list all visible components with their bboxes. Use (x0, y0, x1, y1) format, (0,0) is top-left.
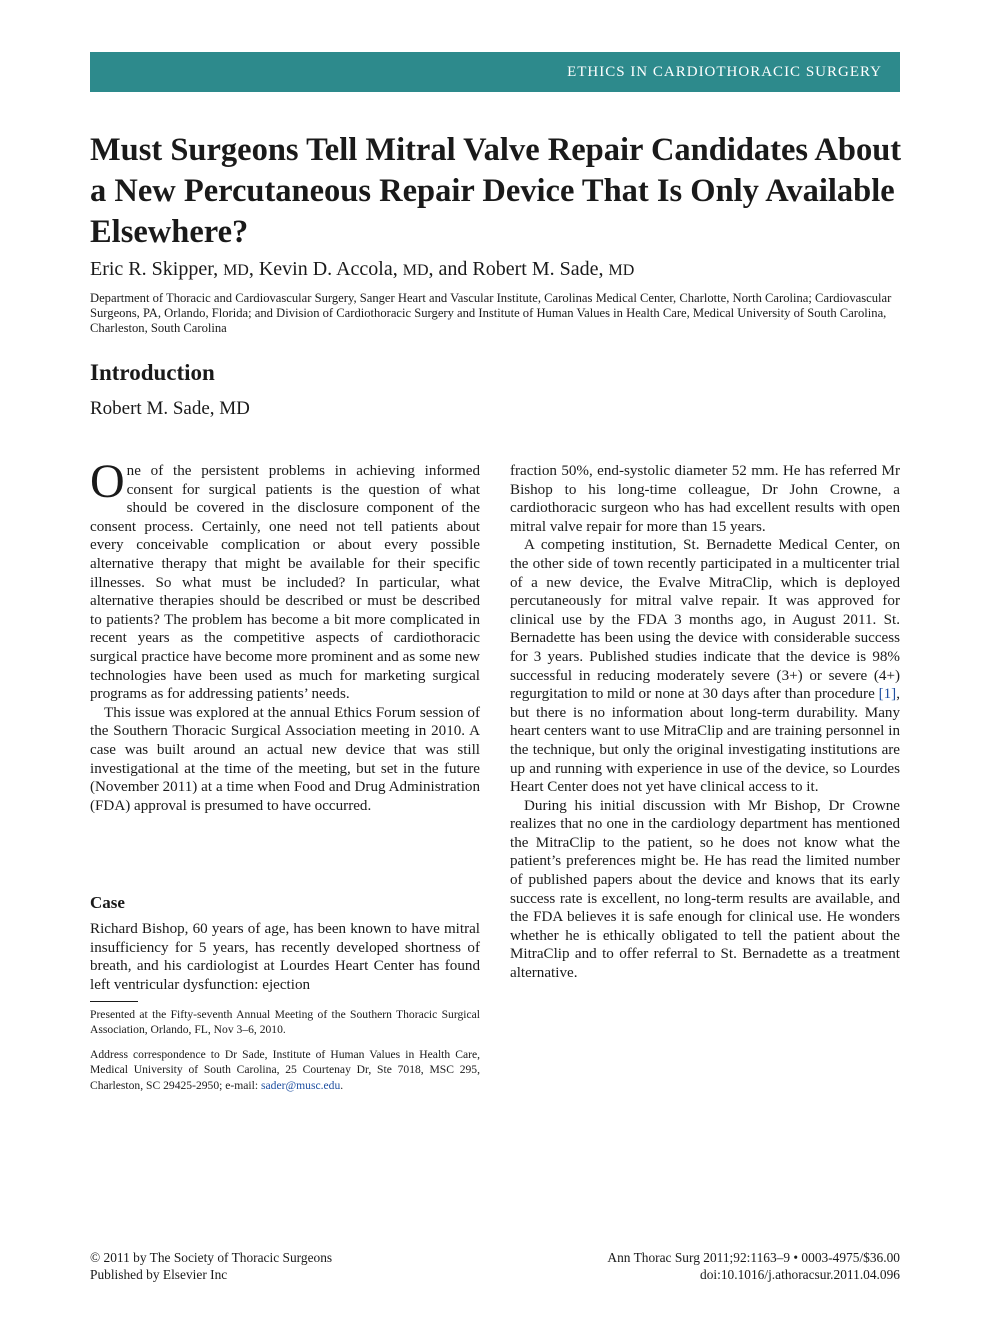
citation: Ann Thorac Surg 2011;92:1163–9 • 0003-4975/$36.00 (607, 1250, 900, 1265)
author-degree: MD (608, 262, 635, 279)
author-separator: , (248, 258, 259, 280)
author-name: Kevin D. Accola, (258, 258, 398, 280)
case-paragraph-1: Richard Bishop, 60 years of age, has been known to have mitral insufficiency for 5 years, has recently developed shortness of breath, and his cardiologist at Lourdes Heart Center has found left ventricular dysfunction: ejection (90, 921, 480, 993)
author-separator: , and (428, 258, 473, 280)
right-paragraph-2-text: A competing institution, St. Bernadette Medical Center, on the other side of town recently participated in a multicenter trial of a new device, the Evalve MitraClip, which is deployed percutaneously for mitral valve repair. It was approved for clinical use by the FDA 3 months ago, in August 2011. St. Bernadette has been using the device with considerable success for 3 years. Published studies indicate that the device is 98% successful in reducing moderately severe (3+) or severe (4+) regurgitation to mild or none at 30 days after than procedure (510, 537, 900, 703)
article-title: Must Surgeons Tell Mitral Valve Repair Candidates About a New Percutaneous Repair Device That Is Only Available Elsewhere? (90, 132, 902, 250)
footer-right (607, 1250, 900, 1283)
footnote-divider (90, 1001, 138, 1002)
email-link[interactable]: sader@musc.edu (261, 1078, 341, 1092)
author-degree: MD (223, 262, 249, 279)
right-column (510, 462, 900, 983)
intro-paragraph-1-text: ne of the persistent problems in achieving informed consent for surgical patients is the question of what should be covered in the disclosure component of the consent process. Certainly, one need not tell patients about every conceivable complication or about every possible alternative therapy that might be available for their specific illnesses. So what must be included? In particular, what alternative therapies should be described or must be described to patients? The problem has become a bit more complicated in recent years as the competitive aspects of cardiothoracic surgical practice have become more prominent and as some new technologies have been used as much for marketing surgical programs as for addressing patients’ needs. (90, 463, 480, 703)
footnote-address (90, 1047, 480, 1093)
copyright: © 2011 by The Society of Thoracic Surgeons (90, 1250, 333, 1265)
affiliations: Department of Thoracic and Cardiovascular Surgery, Sanger Heart and Vascular Institute, Carolinas Medical Center, Charlotte, North Carolina; Cardiovascular Surgeons, PA, Orlando, Florida; and Division of Cardiothoracic Surgery and Institute of Human Values in Health Care, Medical University of South Carolina, Charleston, South Carolina (90, 291, 892, 335)
right-paragraph-3: During his initial discussion with Mr Bishop, Dr Crowne realizes that no one in the cardiology department has mentioned the MitraClip to the patient, so he does not know what the patient’s preferences might be. He has read the limited number of published papers about the device and knows that its early success rate is excellent, no long-term results are available, and the FDA believes it is safe enough for clinical use. He wonders whether he is ethically obligated to tell the patient about the MitraClip and to offer referral to St. Bernadette as a treatment alternative. (510, 797, 900, 982)
intro-paragraph-1 (90, 455, 480, 704)
case-heading: Case (90, 893, 125, 912)
right-paragraph-2 (510, 536, 900, 796)
intro-paragraph-2: This issue was explored at the annual Ethics Forum session of the Southern Thoracic Surgical Association meeting in 2010. A case was built around an actual new device that was still investigational at the time of the meeting, but set in the future (November 2011) at a time when Food and Drug Administration (FDA) approval is presumed to have occurred. (90, 704, 480, 814)
right-paragraph-1: fraction 50%, end-systolic diameter 52 mm. He has referred Mr Bishop to his long-time colleague, Dr John Crowne, a cardiothoracic surgeon who has had excellent results with open mitral valve repair for more than 15 years. (510, 463, 900, 535)
left-column (90, 455, 480, 815)
address-text: Address correspondence to Dr Sade, Institute of Human Values in Health Care, Medical University of South Carolina, 25 Courtenay Dr, Ste 7018, MSC 295, Charleston, SC 29425-2950; e-mail: (90, 1048, 480, 1092)
address-end: . (340, 1078, 344, 1092)
reference-link[interactable]: [1] (878, 686, 897, 703)
introduction-heading: Introduction (90, 360, 215, 385)
author-name: Robert M. Sade, (472, 258, 604, 280)
drop-cap: O (90, 455, 125, 508)
introduction-author: Robert M. Sade, MD (90, 398, 250, 419)
publisher: Published by Elsevier Inc (90, 1266, 228, 1282)
footer-left (90, 1250, 332, 1283)
author-list (90, 258, 910, 281)
section-banner (90, 52, 900, 92)
right-paragraph-2-cont: , but there is no information about long-term durability. Many heart centers want to use MitraClip and are training personnel in the technique, but only the original investigating institutions are up and running with experience in use of the device, so Lourdes Heart Center does not yet have clinical access to it. (510, 686, 900, 796)
section-label: ETHICS IN CARDIOTHORACIC SURGERY (567, 64, 882, 80)
footnote-presented: Presented at the Fifty-seventh Annual Meeting of the Southern Thoracic Surgical Association, Orlando, FL, Nov 3–6, 2010. (90, 1008, 480, 1037)
case-column (90, 920, 480, 994)
author-degree: MD (402, 262, 429, 279)
doi: doi:10.1016/j.athoracsur.2011.04.096 (700, 1266, 900, 1282)
author-name: Eric R. Skipper, (90, 258, 219, 280)
